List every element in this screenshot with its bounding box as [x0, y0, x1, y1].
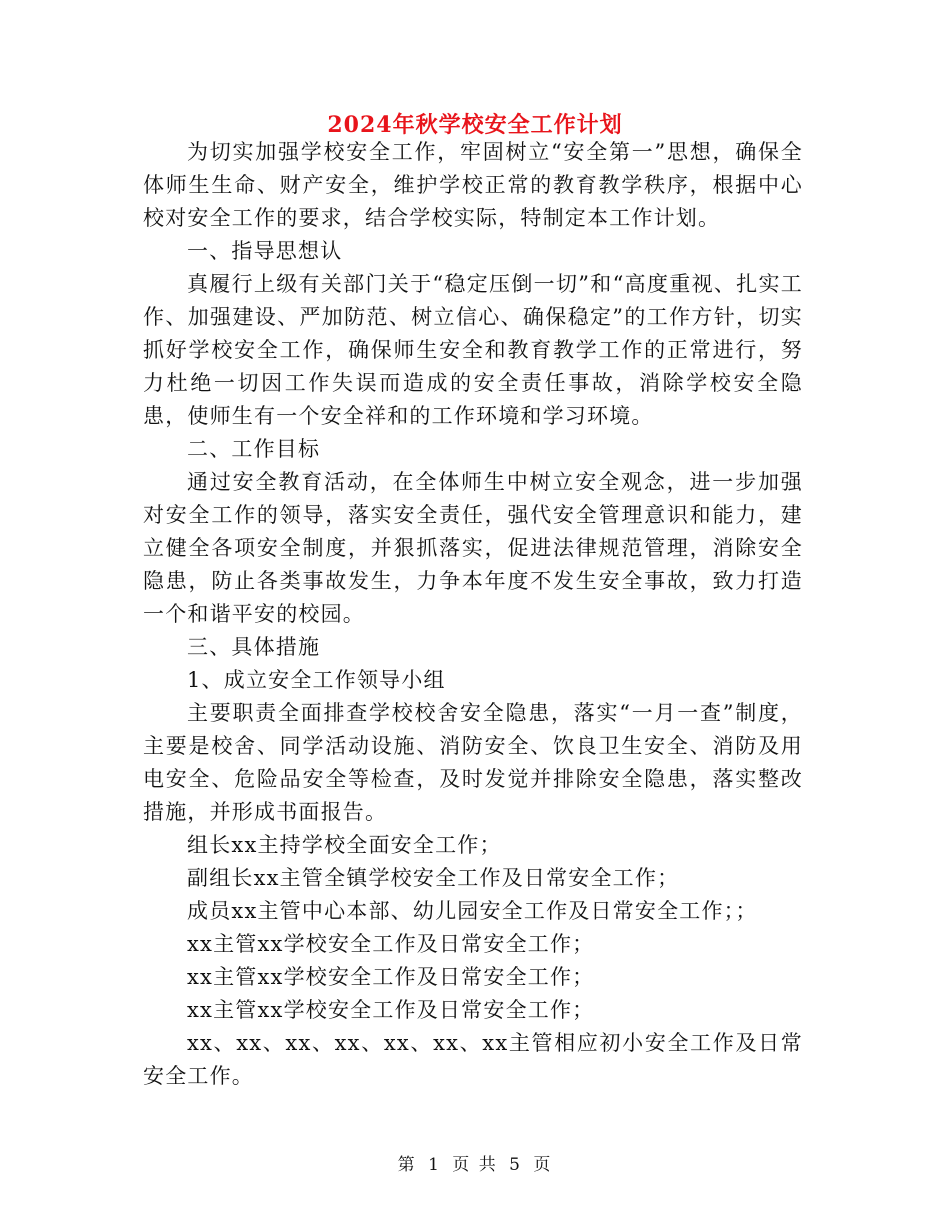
document-title: 2024年秋学校安全工作计划	[327, 112, 623, 138]
section-heading-measures: 三、具体措施	[187, 635, 321, 659]
paragraph-responsibilities: 主要职责全面排查学校校舍安全隐患，落实“一月一查”制度，主要是校舍、同学活动设施、消防安全、饮良卫生安全、消防及用电安全、危险品安全等检查，及时发觉并排除安全隐患，落实整改措施，并形成书面报告。	[143, 701, 803, 824]
list-item-school-manager: xx主管xx学校安全工作及日常安全工作；	[187, 965, 595, 989]
page-label-mid: 页 共	[452, 1155, 498, 1175]
section-heading-guiding-thought: 一、指导思想认	[187, 239, 343, 263]
subheading-leadership-group: 1、成立安全工作领导小组	[187, 668, 446, 692]
page-footer	[0, 1150, 950, 1175]
list-item-primary-managers: xx、xx、xx、xx、xx、xx、xx主管相应初小安全工作及日常安全工作。	[143, 1031, 803, 1088]
list-item-deputy-leader: 副组长xx主管全镇学校安全工作及日常安全工作；	[187, 866, 680, 890]
page-label-suffix: 页	[533, 1155, 553, 1175]
list-item-school-manager: xx主管xx学校安全工作及日常安全工作；	[187, 998, 595, 1022]
page-label-prefix: 第	[397, 1155, 417, 1175]
document-body	[143, 136, 803, 1093]
list-item-group-leader: 组长xx主持学校全面安全工作；	[187, 833, 502, 857]
paragraph-guiding-thought: 真履行上级有关部门关于“稳定压倒一切”和“高度重视、扎实工作、加强建设、严加防范、树立信心、确保稳定”的工作方针，切实抓好学校安全工作，确保师生安全和教育教学工作的正常进行，努力杜绝一切因工作失误而造成的安全责任事故，消除学校安全隐患，使师生有一个安全祥和的工作环境和学习环境。	[143, 272, 803, 428]
section-heading-work-goals: 二、工作目标	[187, 437, 321, 461]
list-item-member: 成员xx主管中心本部、幼儿园安全工作及日常安全工作；；	[187, 899, 758, 923]
total-pages-number: 5	[509, 1155, 522, 1175]
list-item-school-manager: xx主管xx学校安全工作及日常安全工作；	[187, 932, 595, 956]
current-page-number: 1	[428, 1155, 441, 1175]
paragraph-intro: 为切实加强学校安全工作，牢固树立“安全第一”思想，确保全体师生生命、财产安全，维护学校正常的教育教学秩序，根据中心校对安全工作的要求，结合学校实际，特制定本工作计划。	[143, 140, 803, 230]
paragraph-work-goals: 通过安全教育活动，在全体师生中树立安全观念，进一步加强对安全工作的领导，落实安全责任，强代安全管理意识和能力，建立健全各项安全制度，并狠抓落实，促进法律规范管理，消除安全隐患，防止各类事故发生，力争本年度不发生安全事故，致力打造一个和谐平安的校园。	[143, 470, 803, 626]
